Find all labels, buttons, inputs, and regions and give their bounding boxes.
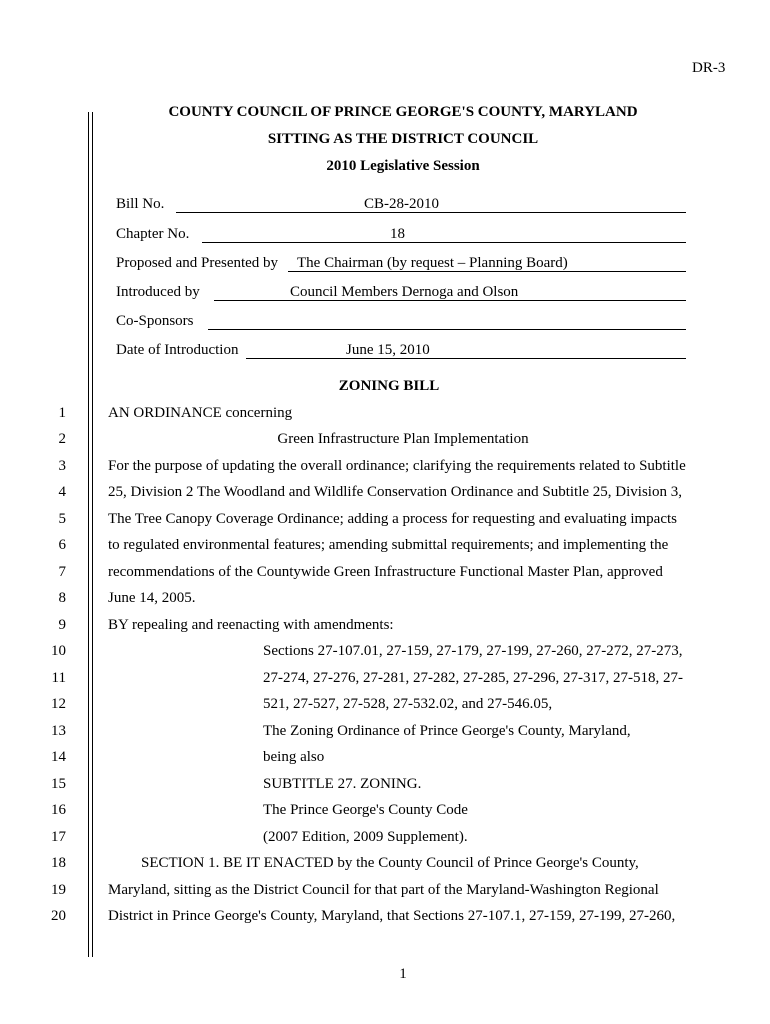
line-number: 14: [51, 749, 66, 765]
ordinance-title: Green Infrastructure Plan Implementation: [277, 431, 529, 447]
body-line: The Zoning Ordinance of Prince George's County, Maryland,: [263, 723, 631, 739]
bill-type-heading: ZONING BILL: [338, 378, 440, 394]
line-number: 17: [51, 829, 66, 845]
body-line: June 14, 2005.: [108, 590, 196, 606]
body-line: Maryland, sitting as the District Council for that part of the Maryland-Washington Regional: [108, 882, 659, 898]
line-number: 9: [58, 617, 66, 633]
body-line: to regulated environmental features; amending submittal requirements; and implementing the: [108, 537, 669, 553]
chapter-no-label: Chapter No.: [116, 226, 190, 242]
body-line: The Tree Canopy Coverage Ordinance; adding a process for requesting and evaluating impacts: [108, 511, 677, 527]
body-line: The Prince George's County Code: [263, 802, 468, 818]
line-number: 15: [51, 776, 66, 792]
date-intro-line: [246, 358, 686, 359]
page-number: 1: [399, 966, 407, 982]
line-number: 11: [51, 670, 66, 686]
co-sponsors-line: [208, 329, 686, 330]
proposed-by-value: The Chairman (by request – Planning Board): [297, 255, 568, 271]
body-line: recommendations of the Countywide Green Infrastructure Functional Master Plan, approved: [108, 564, 663, 580]
bill-no-value: CB-28-2010: [364, 196, 439, 212]
introduced-by-label: Introduced by: [116, 284, 200, 300]
date-intro-value: June 15, 2010: [346, 342, 430, 358]
line-number: 10: [51, 643, 66, 659]
line-number: 19: [51, 882, 66, 898]
district-council-title: SITTING AS THE DISTRICT COUNCIL: [267, 131, 539, 147]
body-line: District in Prince George's County, Maryland, that Sections 27-107.1, 27-159, 27-199, 27-260,: [108, 908, 676, 924]
council-title: COUNTY COUNCIL OF PRINCE GEORGE'S COUNTY, MARYLAND: [168, 104, 638, 120]
line-number: 3: [58, 458, 66, 474]
body-line: BY repealing and reenacting with amendments:: [108, 617, 394, 633]
margin-rule-left: [88, 112, 89, 957]
line-number: 12: [51, 696, 66, 712]
bill-no-label: Bill No.: [116, 196, 165, 212]
body-line: (2007 Edition, 2009 Supplement).: [263, 829, 468, 845]
line-number: 5: [58, 511, 66, 527]
line-number: 13: [51, 723, 66, 739]
body-line: being also: [263, 749, 325, 765]
line-number: 8: [58, 590, 66, 606]
introduced-by-value: Council Members Dernoga and Olson: [290, 284, 519, 300]
body-line: SECTION 1. BE IT ENACTED by the County Council of Prince George's County,: [141, 855, 639, 871]
line-number: 2: [58, 431, 66, 447]
line-number: 18: [51, 855, 66, 871]
body-line: 27-274, 27-276, 27-281, 27-282, 27-285, 27-296, 27-317, 27-518, 27-: [263, 670, 683, 686]
date-intro-label: Date of Introduction: [116, 342, 239, 358]
line-number: 6: [58, 537, 66, 553]
body-line: SUBTITLE 27. ZONING.: [263, 776, 422, 792]
line-number: 4: [58, 484, 66, 500]
body-line: 521, 27-527, 27-528, 27-532.02, and 27-546.05,: [263, 696, 553, 712]
margin-rule-right: [92, 112, 93, 957]
proposed-by-label: Proposed and Presented by: [116, 255, 279, 271]
line-number: 7: [58, 564, 66, 580]
chapter-no-line: [202, 242, 686, 243]
session-title: 2010 Legislative Session: [326, 158, 480, 174]
document-code: DR-3: [692, 60, 726, 76]
body-line: AN ORDINANCE concerning: [108, 405, 293, 421]
chapter-no-value: 18: [390, 226, 405, 242]
line-number: 16: [51, 802, 66, 818]
co-sponsors-label: Co-Sponsors: [116, 313, 194, 329]
body-line: For the purpose of updating the overall ordinance; clarifying the requirements related to Subtitle: [108, 458, 686, 474]
line-number: 20: [51, 908, 66, 924]
line-number: 1: [58, 405, 66, 421]
body-line: Sections 27-107.01, 27-159, 27-179, 27-199, 27-260, 27-272, 27-273,: [263, 643, 683, 659]
body-line: 25, Division 2 The Woodland and Wildlife Conservation Ordinance and Subtitle 25, Division 3,: [108, 484, 682, 500]
